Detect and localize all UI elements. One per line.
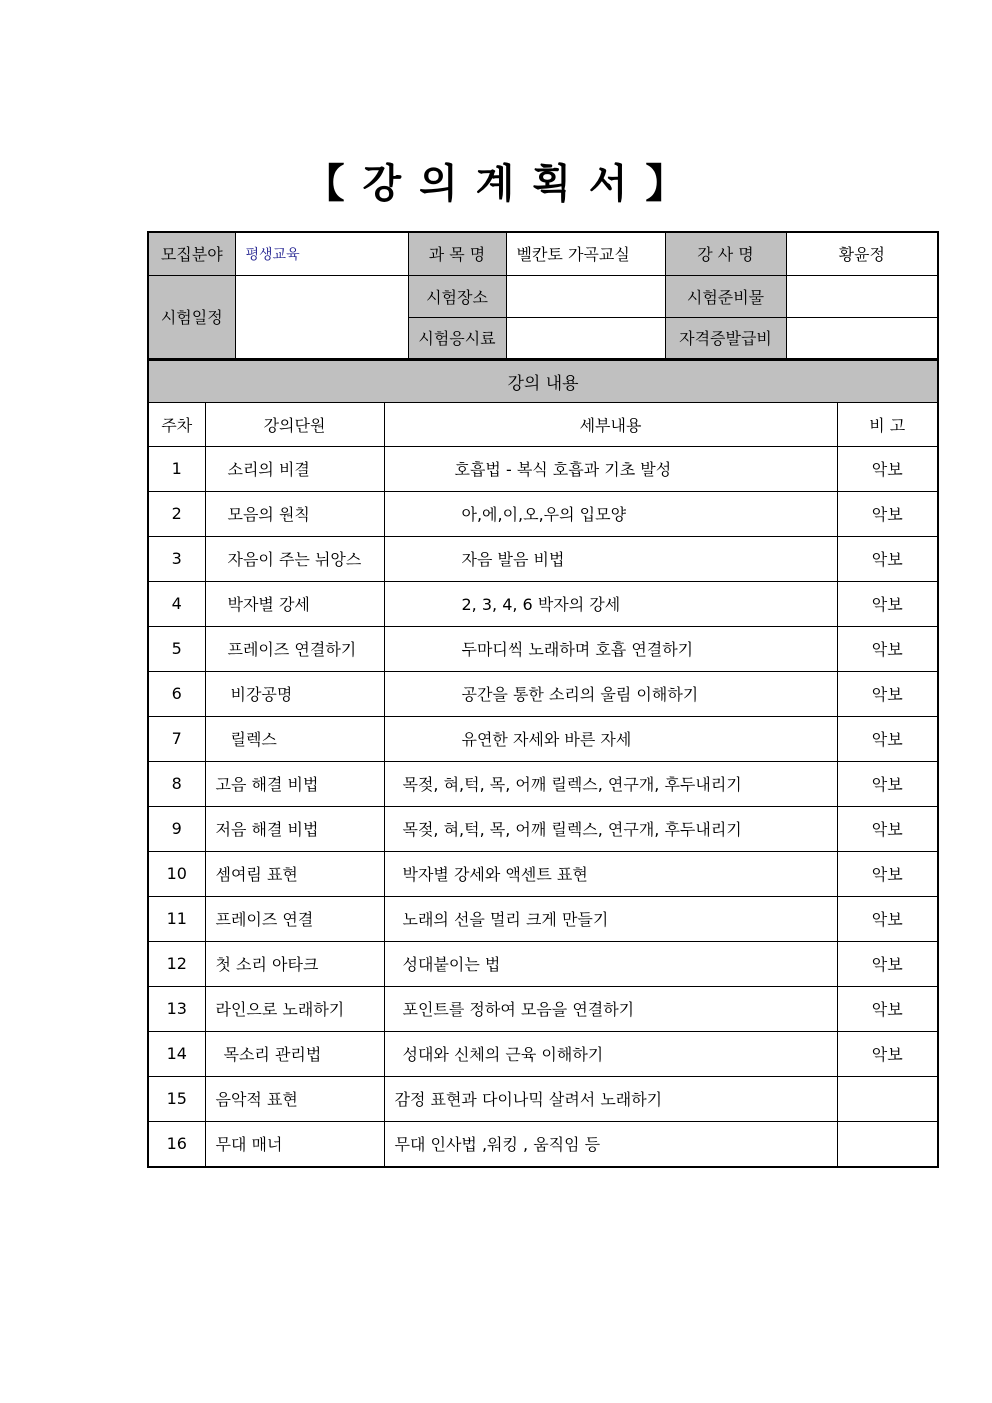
table-row [148, 626, 938, 671]
note-cell: 악보 [837, 581, 938, 626]
lecture-rows [148, 446, 938, 1167]
week-cell: 2 [148, 491, 205, 536]
table-row [148, 806, 938, 851]
detail-cell: 성대와 신체의 근육 이해하기 [384, 1031, 837, 1076]
detail-cell: 박자별 강세와 액센트 표현 [384, 851, 837, 896]
table-row [148, 851, 938, 896]
section-title: 강의 내용 [148, 360, 938, 402]
detail-cell: 노래의 선을 멀리 크게 만들기 [384, 896, 837, 941]
week-cell: 5 [148, 626, 205, 671]
detail-cell: 감정 표현과 다이나믹 살려서 노래하기 [384, 1076, 837, 1121]
note-cell: 악보 [837, 446, 938, 491]
week-cell: 3 [148, 536, 205, 581]
page-title: 【 강 의 계 획 서 】 [304, 161, 688, 207]
table-row [148, 896, 938, 941]
field-value: 평생교육 [235, 232, 408, 275]
table-row [148, 986, 938, 1031]
note-cell [837, 1076, 938, 1121]
note-cell: 악보 [837, 986, 938, 1031]
unit-cell: 소리의 비결 [205, 446, 384, 491]
table-row [148, 1076, 938, 1121]
note-cell: 악보 [837, 941, 938, 986]
col-detail-header: 세부내용 [384, 402, 837, 446]
unit-cell: 저음 해결 비법 [205, 806, 384, 851]
exam-date-value [235, 275, 408, 359]
week-cell: 12 [148, 941, 205, 986]
note-cell: 악보 [837, 536, 938, 581]
unit-cell: 프레이즈 연결 [205, 896, 384, 941]
note-cell: 악보 [837, 896, 938, 941]
cert-fee-value [786, 317, 938, 359]
unit-cell: 비강공명 [205, 671, 384, 716]
table-row [148, 491, 938, 536]
table-row [148, 941, 938, 986]
table-row [148, 1121, 938, 1167]
week-cell: 9 [148, 806, 205, 851]
week-cell: 10 [148, 851, 205, 896]
table-row [148, 761, 938, 806]
course-info-table [147, 231, 939, 360]
exam-date-label: 시험일정 [148, 275, 235, 359]
detail-cell: 목젖, 혀,턱, 목, 어깨 릴렉스, 연구개, 후두내리기 [384, 806, 837, 851]
lecture-content-table [147, 359, 939, 1168]
unit-cell: 자음이 주는 뉘앙스 [205, 536, 384, 581]
note-cell [837, 1121, 938, 1167]
table-row [148, 716, 938, 761]
week-cell: 6 [148, 671, 205, 716]
detail-cell: 2, 3, 4, 6 박자의 강세 [384, 581, 837, 626]
detail-cell: 아,에,이,오,우의 입모양 [384, 491, 837, 536]
unit-cell: 모음의 원칙 [205, 491, 384, 536]
exam-materials-label: 시험준비물 [665, 275, 786, 317]
unit-cell: 라인으로 노래하기 [205, 986, 384, 1031]
note-cell: 악보 [837, 806, 938, 851]
week-cell: 14 [148, 1031, 205, 1076]
table-row [148, 446, 938, 491]
unit-cell: 첫 소리 아타크 [205, 941, 384, 986]
table-row [148, 536, 938, 581]
table-row [148, 671, 938, 716]
exam-fee-value [506, 317, 665, 359]
week-cell: 4 [148, 581, 205, 626]
detail-cell: 목젖, 혀,턱, 목, 어깨 릴렉스, 연구개, 후두내리기 [384, 761, 837, 806]
note-cell: 악보 [837, 761, 938, 806]
week-cell: 15 [148, 1076, 205, 1121]
col-note-header: 비 고 [837, 402, 938, 446]
detail-cell: 공간을 통한 소리의 울림 이해하기 [384, 671, 837, 716]
detail-cell: 무대 인사법 ,워킹 , 움직임 등 [384, 1121, 837, 1167]
week-cell: 7 [148, 716, 205, 761]
note-cell: 악보 [837, 716, 938, 761]
exam-fee-label: 시험응시료 [408, 317, 506, 359]
table-row [148, 581, 938, 626]
note-cell: 악보 [837, 626, 938, 671]
subject-label: 과 목 명 [408, 232, 506, 275]
unit-cell: 음악적 표현 [205, 1076, 384, 1121]
unit-cell: 프레이즈 연결하기 [205, 626, 384, 671]
detail-cell: 자음 발음 비법 [384, 536, 837, 581]
detail-cell: 호흡법 - 복식 호흡과 기초 발성 [384, 446, 837, 491]
detail-cell: 유연한 자세와 바른 자세 [384, 716, 837, 761]
unit-cell: 셈여림 표현 [205, 851, 384, 896]
note-cell: 악보 [837, 671, 938, 716]
unit-cell: 릴렉스 [205, 716, 384, 761]
exam-place-value [506, 275, 665, 317]
note-cell: 악보 [837, 491, 938, 536]
field-label: 모집분야 [148, 232, 235, 275]
detail-cell: 성대붙이는 법 [384, 941, 837, 986]
col-week-header: 주차 [148, 402, 205, 446]
unit-cell: 박자별 강세 [205, 581, 384, 626]
col-unit-header: 강의단원 [205, 402, 384, 446]
subject-value: 벨칸토 가곡교실 [506, 232, 665, 275]
week-cell: 13 [148, 986, 205, 1031]
week-cell: 1 [148, 446, 205, 491]
cert-fee-label: 자격증발급비 [665, 317, 786, 359]
week-cell: 11 [148, 896, 205, 941]
note-cell: 악보 [837, 1031, 938, 1076]
unit-cell: 고음 해결 비법 [205, 761, 384, 806]
note-cell: 악보 [837, 851, 938, 896]
table-row [148, 1031, 938, 1076]
instructor-value: 황윤정 [786, 232, 938, 275]
detail-cell: 포인트를 정하여 모음을 연결하기 [384, 986, 837, 1031]
instructor-label: 강 사 명 [665, 232, 786, 275]
detail-cell: 두마디씩 노래하며 호흡 연결하기 [384, 626, 837, 671]
unit-cell: 목소리 관리법 [205, 1031, 384, 1076]
exam-place-label: 시험장소 [408, 275, 506, 317]
week-cell: 16 [148, 1121, 205, 1167]
exam-materials-value [786, 275, 938, 317]
unit-cell: 무대 매너 [205, 1121, 384, 1167]
week-cell: 8 [148, 761, 205, 806]
